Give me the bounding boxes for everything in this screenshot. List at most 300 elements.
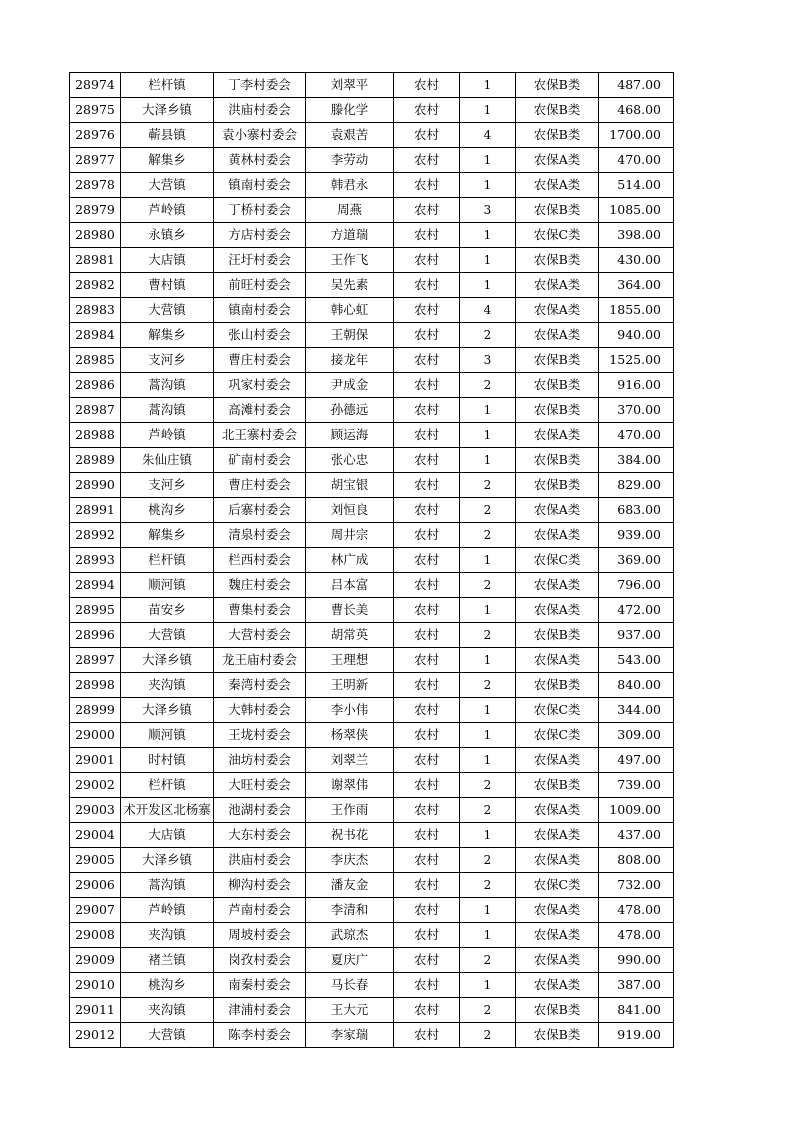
household-count-cell: 1	[460, 148, 516, 173]
amount-cell: 437.00	[599, 823, 674, 848]
record-number-cell: 28976	[70, 123, 121, 148]
residence-type-cell: 农村	[394, 948, 460, 973]
residence-type-cell: 农村	[394, 973, 460, 998]
person-name-cell: 周燕	[306, 198, 394, 223]
insurance-category-cell: 农保A类	[516, 648, 599, 673]
village-committee-cell: 油坊村委会	[214, 748, 306, 773]
residence-type-cell: 农村	[394, 273, 460, 298]
person-name-cell: 胡宝银	[306, 473, 394, 498]
amount-cell: 478.00	[599, 923, 674, 948]
record-number-cell: 28979	[70, 198, 121, 223]
amount-cell: 841.00	[599, 998, 674, 1023]
insurance-category-cell: 农保B类	[516, 623, 599, 648]
table-row	[70, 973, 674, 998]
amount-cell: 369.00	[599, 548, 674, 573]
table-row	[70, 798, 674, 823]
insurance-category-cell: 农保A类	[516, 273, 599, 298]
residence-type-cell: 农村	[394, 123, 460, 148]
record-number-cell: 29005	[70, 848, 121, 873]
village-committee-cell: 丁李村委会	[214, 73, 306, 98]
amount-cell: 487.00	[599, 73, 674, 98]
household-count-cell: 1	[460, 98, 516, 123]
insurance-category-cell: 农保A类	[516, 423, 599, 448]
village-committee-cell: 栏西村委会	[214, 548, 306, 573]
township-cell: 栏杆镇	[121, 73, 214, 98]
township-cell: 大泽乡镇	[121, 648, 214, 673]
record-number-cell: 28983	[70, 298, 121, 323]
amount-cell: 470.00	[599, 148, 674, 173]
household-count-cell: 1	[460, 823, 516, 848]
household-count-cell: 1	[460, 748, 516, 773]
residence-type-cell: 农村	[394, 248, 460, 273]
residence-type-cell: 农村	[394, 148, 460, 173]
amount-cell: 796.00	[599, 573, 674, 598]
amount-cell: 1009.00	[599, 798, 674, 823]
village-committee-cell: 方店村委会	[214, 223, 306, 248]
household-count-cell: 3	[460, 198, 516, 223]
household-count-cell: 1	[460, 598, 516, 623]
household-count-cell: 2	[460, 998, 516, 1023]
insurance-category-cell: 农保B类	[516, 673, 599, 698]
residence-type-cell: 农村	[394, 498, 460, 523]
record-number-cell: 29004	[70, 823, 121, 848]
table-row	[70, 273, 674, 298]
residence-type-cell: 农村	[394, 898, 460, 923]
record-number-cell: 29012	[70, 1023, 121, 1048]
household-count-cell: 1	[460, 423, 516, 448]
amount-cell: 916.00	[599, 373, 674, 398]
table-row	[70, 673, 674, 698]
table-row	[70, 1023, 674, 1048]
insurance-category-cell: 农保B类	[516, 348, 599, 373]
record-number-cell: 28993	[70, 548, 121, 573]
record-number-cell: 28975	[70, 98, 121, 123]
record-number-cell: 28980	[70, 223, 121, 248]
township-cell: 蕲县镇	[121, 123, 214, 148]
village-committee-cell: 矿南村委会	[214, 448, 306, 473]
person-name-cell: 李劳动	[306, 148, 394, 173]
table-row	[70, 648, 674, 673]
township-cell: 解集乡	[121, 523, 214, 548]
amount-cell: 808.00	[599, 848, 674, 873]
table-row	[70, 323, 674, 348]
amount-cell: 732.00	[599, 873, 674, 898]
insurance-category-cell: 农保C类	[516, 873, 599, 898]
person-name-cell: 李家瑞	[306, 1023, 394, 1048]
residence-type-cell: 农村	[394, 698, 460, 723]
insurance-category-cell: 农保A类	[516, 798, 599, 823]
insurance-category-cell: 农保B类	[516, 373, 599, 398]
household-count-cell: 1	[460, 898, 516, 923]
household-count-cell: 1	[460, 173, 516, 198]
household-count-cell: 1	[460, 698, 516, 723]
record-number-cell: 29003	[70, 798, 121, 823]
amount-cell: 829.00	[599, 473, 674, 498]
amount-cell: 514.00	[599, 173, 674, 198]
household-count-cell: 2	[460, 948, 516, 973]
household-count-cell: 1	[460, 448, 516, 473]
person-name-cell: 方道瑞	[306, 223, 394, 248]
insurance-category-cell: 农保A类	[516, 323, 599, 348]
record-number-cell: 28990	[70, 473, 121, 498]
amount-cell: 470.00	[599, 423, 674, 448]
township-cell: 解集乡	[121, 323, 214, 348]
amount-cell: 1525.00	[599, 348, 674, 373]
insurance-category-cell: 农保B类	[516, 73, 599, 98]
village-committee-cell: 张山村委会	[214, 323, 306, 348]
township-cell: 大泽乡镇	[121, 848, 214, 873]
insurance-category-cell: 农保A类	[516, 848, 599, 873]
residence-type-cell: 农村	[394, 773, 460, 798]
household-count-cell: 1	[460, 648, 516, 673]
residence-type-cell: 农村	[394, 348, 460, 373]
village-committee-cell: 周坡村委会	[214, 923, 306, 948]
insurance-category-cell: 农保A类	[516, 498, 599, 523]
residence-type-cell: 农村	[394, 623, 460, 648]
amount-cell: 472.00	[599, 598, 674, 623]
residence-type-cell: 农村	[394, 598, 460, 623]
township-cell: 夹沟镇	[121, 923, 214, 948]
household-count-cell: 1	[460, 273, 516, 298]
person-name-cell: 袁艰苦	[306, 123, 394, 148]
township-cell: 大营镇	[121, 298, 214, 323]
record-number-cell: 28994	[70, 573, 121, 598]
residence-type-cell: 农村	[394, 998, 460, 1023]
table-row	[70, 498, 674, 523]
table-row	[70, 873, 674, 898]
record-number-cell: 28997	[70, 648, 121, 673]
insurance-category-cell: 农保A类	[516, 173, 599, 198]
insurance-category-cell: 农保B类	[516, 1023, 599, 1048]
amount-cell: 387.00	[599, 973, 674, 998]
township-cell: 曹村镇	[121, 273, 214, 298]
township-cell: 大泽乡镇	[121, 98, 214, 123]
village-committee-cell: 南秦村委会	[214, 973, 306, 998]
township-cell: 顺河镇	[121, 573, 214, 598]
amount-cell: 1855.00	[599, 298, 674, 323]
table-row	[70, 773, 674, 798]
township-cell: 栏杆镇	[121, 548, 214, 573]
table-row	[70, 298, 674, 323]
record-number-cell: 28995	[70, 598, 121, 623]
table-row	[70, 98, 674, 123]
village-committee-cell: 大营村委会	[214, 623, 306, 648]
person-name-cell: 胡常英	[306, 623, 394, 648]
insurance-category-cell: 农保A类	[516, 573, 599, 598]
township-cell: 大营镇	[121, 173, 214, 198]
person-name-cell: 李庆杰	[306, 848, 394, 873]
record-number-cell: 28988	[70, 423, 121, 448]
village-committee-cell: 柳沟村委会	[214, 873, 306, 898]
person-name-cell: 刘恒良	[306, 498, 394, 523]
record-number-cell: 28977	[70, 148, 121, 173]
household-count-cell: 1	[460, 723, 516, 748]
household-count-cell: 2	[460, 673, 516, 698]
amount-cell: 683.00	[599, 498, 674, 523]
amount-cell: 739.00	[599, 773, 674, 798]
person-name-cell: 曹长美	[306, 598, 394, 623]
insurance-category-cell: 农保B类	[516, 773, 599, 798]
insurance-category-cell: 农保A类	[516, 748, 599, 773]
table-row	[70, 823, 674, 848]
person-name-cell: 王大元	[306, 998, 394, 1023]
township-cell: 大店镇	[121, 248, 214, 273]
table-row	[70, 248, 674, 273]
person-name-cell: 武琼杰	[306, 923, 394, 948]
residence-type-cell: 农村	[394, 448, 460, 473]
residence-type-cell: 农村	[394, 1023, 460, 1048]
household-count-cell: 2	[460, 498, 516, 523]
village-committee-cell: 巩家村委会	[214, 373, 306, 398]
village-committee-cell: 袁小寨村委会	[214, 123, 306, 148]
table-row	[70, 898, 674, 923]
record-number-cell: 29006	[70, 873, 121, 898]
record-number-cell: 29011	[70, 998, 121, 1023]
township-cell: 夹沟镇	[121, 998, 214, 1023]
person-name-cell: 刘翠平	[306, 73, 394, 98]
amount-cell: 309.00	[599, 723, 674, 748]
insurance-category-cell: 农保B类	[516, 98, 599, 123]
township-cell: 支河乡	[121, 348, 214, 373]
residence-type-cell: 农村	[394, 648, 460, 673]
township-cell: 解集乡	[121, 148, 214, 173]
residence-type-cell: 农村	[394, 198, 460, 223]
village-committee-cell: 大东村委会	[214, 823, 306, 848]
table-row	[70, 623, 674, 648]
table-row	[70, 73, 674, 98]
record-number-cell: 28999	[70, 698, 121, 723]
village-committee-cell: 洪庙村委会	[214, 848, 306, 873]
township-cell: 苗安乡	[121, 598, 214, 623]
amount-cell: 364.00	[599, 273, 674, 298]
insurance-category-cell: 农保A类	[516, 298, 599, 323]
village-committee-cell: 津浦村委会	[214, 998, 306, 1023]
township-cell: 蒿沟镇	[121, 373, 214, 398]
person-name-cell: 杨翠侠	[306, 723, 394, 748]
table-row	[70, 948, 674, 973]
amount-cell: 384.00	[599, 448, 674, 473]
household-count-cell: 1	[460, 223, 516, 248]
residence-type-cell: 农村	[394, 573, 460, 598]
household-count-cell: 4	[460, 123, 516, 148]
insurance-category-cell: 农保A类	[516, 898, 599, 923]
record-number-cell: 29008	[70, 923, 121, 948]
amount-cell: 840.00	[599, 673, 674, 698]
person-name-cell: 夏庆广	[306, 948, 394, 973]
household-count-cell: 2	[460, 473, 516, 498]
village-committee-cell: 高滩村委会	[214, 398, 306, 423]
village-committee-cell: 岗孜村委会	[214, 948, 306, 973]
insurance-category-cell: 农保C类	[516, 223, 599, 248]
household-count-cell: 2	[460, 623, 516, 648]
township-cell: 夹沟镇	[121, 673, 214, 698]
table-row	[70, 148, 674, 173]
residence-type-cell: 农村	[394, 423, 460, 448]
insurance-category-cell: 农保B类	[516, 248, 599, 273]
township-cell: 芦岭镇	[121, 423, 214, 448]
amount-cell: 919.00	[599, 1023, 674, 1048]
insurance-category-cell: 农保A类	[516, 148, 599, 173]
township-cell: 桃沟乡	[121, 973, 214, 998]
insurance-category-cell: 农保B类	[516, 448, 599, 473]
township-cell: 褚兰镇	[121, 948, 214, 973]
township-cell: 时村镇	[121, 748, 214, 773]
amount-cell: 398.00	[599, 223, 674, 248]
table-row	[70, 373, 674, 398]
person-name-cell: 王理想	[306, 648, 394, 673]
household-count-cell: 1	[460, 973, 516, 998]
insurance-category-cell: 农保A类	[516, 973, 599, 998]
record-number-cell: 28985	[70, 348, 121, 373]
person-name-cell: 林广成	[306, 548, 394, 573]
person-name-cell: 张心忠	[306, 448, 394, 473]
township-cell: 术开发区北杨寨	[121, 798, 214, 823]
residence-type-cell: 农村	[394, 73, 460, 98]
township-cell: 大营镇	[121, 1023, 214, 1048]
residence-type-cell: 农村	[394, 373, 460, 398]
village-committee-cell: 池湖村委会	[214, 798, 306, 823]
household-count-cell: 2	[460, 573, 516, 598]
household-count-cell: 2	[460, 523, 516, 548]
insurance-category-cell: 农保C类	[516, 548, 599, 573]
township-cell: 栏杆镇	[121, 773, 214, 798]
amount-cell: 940.00	[599, 323, 674, 348]
residence-type-cell: 农村	[394, 173, 460, 198]
person-name-cell: 王作雨	[306, 798, 394, 823]
person-name-cell: 吴先素	[306, 273, 394, 298]
amount-cell: 937.00	[599, 623, 674, 648]
township-cell: 顺河镇	[121, 723, 214, 748]
table-row	[70, 548, 674, 573]
table-row	[70, 423, 674, 448]
person-name-cell: 王朝保	[306, 323, 394, 348]
residence-type-cell: 农村	[394, 323, 460, 348]
table-row	[70, 523, 674, 548]
table-row	[70, 923, 674, 948]
table-row	[70, 448, 674, 473]
township-cell: 桃沟乡	[121, 498, 214, 523]
table-row	[70, 123, 674, 148]
table-row	[70, 173, 674, 198]
household-count-cell: 3	[460, 348, 516, 373]
person-name-cell: 马长春	[306, 973, 394, 998]
insurance-category-cell: 农保B类	[516, 198, 599, 223]
township-cell: 大泽乡镇	[121, 698, 214, 723]
amount-cell: 939.00	[599, 523, 674, 548]
residence-type-cell: 农村	[394, 723, 460, 748]
person-name-cell: 祝书花	[306, 823, 394, 848]
household-count-cell: 2	[460, 323, 516, 348]
record-number-cell: 28974	[70, 73, 121, 98]
amount-cell: 370.00	[599, 398, 674, 423]
amount-cell: 478.00	[599, 898, 674, 923]
village-committee-cell: 后寨村委会	[214, 498, 306, 523]
township-cell: 芦岭镇	[121, 898, 214, 923]
table-row	[70, 848, 674, 873]
residence-type-cell: 农村	[394, 798, 460, 823]
amount-cell: 468.00	[599, 98, 674, 123]
insurance-category-cell: 农保C类	[516, 723, 599, 748]
village-committee-cell: 曹庄村委会	[214, 473, 306, 498]
record-number-cell: 29000	[70, 723, 121, 748]
residence-type-cell: 农村	[394, 848, 460, 873]
residence-type-cell: 农村	[394, 223, 460, 248]
village-committee-cell: 大韩村委会	[214, 698, 306, 723]
village-committee-cell: 曹庄村委会	[214, 348, 306, 373]
person-name-cell: 孙德远	[306, 398, 394, 423]
township-cell: 朱仙庄镇	[121, 448, 214, 473]
table-row	[70, 748, 674, 773]
table-row	[70, 198, 674, 223]
village-committee-cell: 黄林村委会	[214, 148, 306, 173]
record-number-cell: 29001	[70, 748, 121, 773]
household-count-cell: 2	[460, 873, 516, 898]
village-committee-cell: 魏庄村委会	[214, 573, 306, 598]
village-committee-cell: 王垅村委会	[214, 723, 306, 748]
household-count-cell: 4	[460, 298, 516, 323]
record-number-cell: 29009	[70, 948, 121, 973]
township-cell: 芦岭镇	[121, 198, 214, 223]
amount-cell: 497.00	[599, 748, 674, 773]
record-number-cell: 28984	[70, 323, 121, 348]
household-count-cell: 1	[460, 548, 516, 573]
household-count-cell: 2	[460, 798, 516, 823]
insurance-category-cell: 农保A类	[516, 823, 599, 848]
insurance-category-cell: 农保A类	[516, 923, 599, 948]
person-name-cell: 李清和	[306, 898, 394, 923]
village-committee-cell: 镇南村委会	[214, 298, 306, 323]
record-number-cell: 28989	[70, 448, 121, 473]
village-committee-cell: 曹集村委会	[214, 598, 306, 623]
household-count-cell: 1	[460, 923, 516, 948]
person-name-cell: 滕化学	[306, 98, 394, 123]
residence-type-cell: 农村	[394, 548, 460, 573]
table-row	[70, 698, 674, 723]
table-row	[70, 473, 674, 498]
insurance-category-cell: 农保B类	[516, 998, 599, 1023]
amount-cell: 543.00	[599, 648, 674, 673]
record-number-cell: 29010	[70, 973, 121, 998]
village-committee-cell: 洪庙村委会	[214, 98, 306, 123]
insurance-category-cell: 农保C类	[516, 698, 599, 723]
record-number-cell: 28978	[70, 173, 121, 198]
village-committee-cell: 镇南村委会	[214, 173, 306, 198]
residence-type-cell: 农村	[394, 823, 460, 848]
household-count-cell: 2	[460, 848, 516, 873]
table-row	[70, 723, 674, 748]
amount-cell: 990.00	[599, 948, 674, 973]
residence-type-cell: 农村	[394, 873, 460, 898]
village-committee-cell: 北王寨村委会	[214, 423, 306, 448]
person-name-cell: 韩心虹	[306, 298, 394, 323]
person-name-cell: 周井宗	[306, 523, 394, 548]
record-number-cell: 28987	[70, 398, 121, 423]
insurance-category-cell: 农保A类	[516, 948, 599, 973]
household-count-cell: 1	[460, 248, 516, 273]
amount-cell: 344.00	[599, 698, 674, 723]
township-cell: 支河乡	[121, 473, 214, 498]
person-name-cell: 韩君永	[306, 173, 394, 198]
village-committee-cell: 秦湾村委会	[214, 673, 306, 698]
amount-cell: 1700.00	[599, 123, 674, 148]
record-number-cell: 28991	[70, 498, 121, 523]
household-count-cell: 2	[460, 773, 516, 798]
township-cell: 蒿沟镇	[121, 398, 214, 423]
person-name-cell: 李小伟	[306, 698, 394, 723]
table-row	[70, 598, 674, 623]
insurance-category-cell: 农保A类	[516, 523, 599, 548]
person-name-cell: 接龙年	[306, 348, 394, 373]
